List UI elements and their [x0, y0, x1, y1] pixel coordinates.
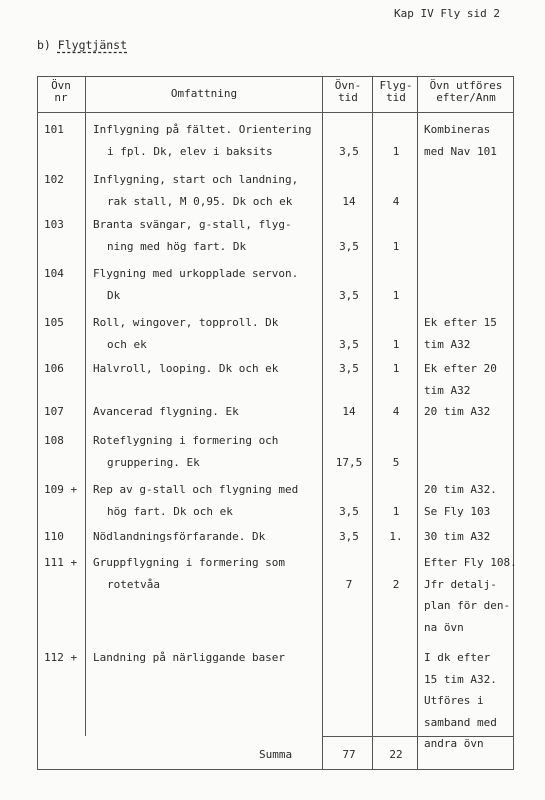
anm-line: plan för den- — [424, 599, 511, 612]
row-omfattning — [93, 263, 323, 306]
omfattning-line: ning med hög fart. Dk — [107, 239, 247, 253]
anm-line: tim A32 — [424, 383, 471, 397]
omfattning-line: gruppering. Ek — [107, 455, 200, 469]
table-border-top — [37, 76, 514, 77]
omfattning-line: Gruppflygning i formering som — [93, 556, 286, 569]
row-omfattning — [93, 358, 323, 380]
row-omfattning — [93, 479, 323, 522]
row-number: 110 — [44, 530, 64, 543]
omfattning-line: Nödlandningsförfarande. Dk — [93, 530, 266, 543]
omfattning-line: Roll, wingover, topproll. Dk — [93, 316, 279, 329]
row-flygtid: 1 — [392, 144, 400, 158]
anm-line: Efter Fly 108. — [424, 556, 517, 569]
anm-line: Ek efter 15 — [424, 316, 497, 329]
anm-line: samband med — [424, 715, 497, 729]
row-anm — [424, 479, 516, 522]
row-number: 103 — [44, 218, 64, 231]
row-omfattning — [93, 430, 323, 473]
row-ovntid: 14 — [342, 405, 356, 418]
omfattning-line: i fpl. Dk, elev i baksits — [107, 144, 273, 158]
row-flygtid: 1 — [392, 504, 400, 518]
row-number: 112 + — [44, 651, 78, 664]
row-flygtid: 1 — [392, 337, 400, 351]
anm-line: 20 tim A32. — [424, 483, 497, 496]
row-anm — [424, 552, 516, 638]
row-number: 107 — [44, 405, 64, 418]
section-prefix: b) — [37, 38, 51, 52]
row-flygtid: 1 — [392, 239, 400, 253]
omfattning-line: Avancerad flygning. Ek — [93, 405, 239, 418]
anm-line: Kombineras — [424, 123, 491, 136]
omfattning-line: Landning på närliggande baser — [93, 651, 286, 664]
omfattning-line: och ek — [107, 337, 147, 351]
row-number: 106 — [44, 362, 64, 375]
omfattning-line: Dk — [107, 288, 121, 302]
anm-line: 30 tim A32 — [424, 530, 491, 543]
header-nr: Övn nr — [51, 79, 71, 104]
row-omfattning — [93, 401, 323, 423]
row-ovntid: 3,5 — [339, 504, 359, 518]
omfattning-line: Branta svängar, g-stall, flyg- — [93, 218, 292, 231]
row-anm — [424, 119, 516, 162]
row-flygtid: 2 — [392, 577, 400, 591]
omfattning-line: Roteflygning i formering och — [93, 434, 279, 447]
row-ovntid: 3,5 — [339, 144, 359, 158]
row-omfattning — [93, 312, 323, 355]
row-number: 101 — [44, 123, 64, 136]
anm-line: med Nav 101 — [424, 144, 497, 158]
omfattning-line: Halvroll, looping. Dk och ek — [93, 362, 279, 375]
anm-line: Utföres i — [424, 694, 484, 707]
row-ovntid: 3,5 — [339, 288, 359, 302]
row-ovntid: 7 — [345, 577, 353, 591]
omfattning-line: hög fart. Dk och ek — [107, 504, 233, 518]
exercise-table — [37, 76, 517, 770]
col-divider-3 — [372, 76, 373, 770]
row-number: 105 — [44, 316, 64, 329]
header-omfattning: Omfattning — [170, 87, 238, 100]
anm-line: Jfr detalj- — [424, 577, 497, 591]
table-border-bottom — [37, 769, 514, 770]
row-omfattning — [93, 647, 323, 669]
anm-line: andra övn — [424, 737, 484, 750]
row-ovntid: 3,5 — [339, 337, 359, 351]
row-number: 109 + — [44, 483, 78, 496]
header-anm: Övn utföres efter/Anm — [429, 79, 503, 104]
row-flygtid: 1 — [392, 362, 400, 375]
row-omfattning — [93, 119, 323, 162]
row-omfattning — [93, 169, 323, 212]
row-flygtid: 1. — [389, 530, 403, 543]
header-ovntid: Övn- tid — [334, 79, 362, 104]
section-title — [37, 38, 127, 52]
table-border-left — [37, 76, 38, 770]
anm-line: Se Fly 103 — [424, 504, 491, 518]
anm-line: tim A32 — [424, 337, 471, 351]
row-flygtid: 5 — [392, 455, 400, 469]
omfattning-line: Flygning med urkopplade servon. — [93, 267, 299, 280]
omfattning-line: Rep av g-stall och flygning med — [93, 483, 299, 496]
row-anm — [424, 312, 516, 355]
section-name: Flygtjänst — [57, 38, 128, 52]
anm-line: 15 tim A32. — [424, 672, 497, 686]
header-divider — [37, 112, 514, 113]
row-anm — [424, 647, 516, 755]
row-omfattning — [93, 214, 323, 257]
row-omfattning — [93, 552, 323, 595]
summa-label: Summa — [259, 748, 293, 761]
row-number: 108 — [44, 434, 64, 447]
anm-line: Ek efter 20 — [424, 362, 497, 375]
anm-line: I dk efter — [424, 651, 491, 664]
row-number: 102 — [44, 173, 64, 186]
omfattning-line: Inflygning på fältet. Orientering — [93, 123, 312, 136]
row-anm — [424, 358, 516, 401]
row-number: 104 — [44, 267, 64, 280]
row-number: 111 + — [44, 556, 78, 569]
row-ovntid: 14 — [342, 194, 356, 208]
col-divider-4 — [417, 76, 418, 770]
row-omfattning — [93, 526, 323, 548]
row-flygtid: 1 — [392, 288, 400, 302]
row-flygtid: 4 — [392, 194, 400, 208]
omfattning-line: Inflygning, start och landning, — [93, 173, 299, 186]
row-anm — [424, 401, 516, 423]
row-ovntid: 3,5 — [339, 239, 359, 253]
header-flygtid: Flyg- tid — [379, 79, 413, 104]
summa-flygtid: 22 — [389, 748, 403, 761]
page-header: Kap IV Fly sid 2 — [394, 7, 500, 20]
row-anm — [424, 526, 516, 548]
row-ovntid: 17,5 — [335, 455, 363, 469]
summa-ovntid: 77 — [342, 748, 356, 761]
omfattning-line: rotetvåa — [107, 577, 160, 591]
anm-line: 20 tim A32 — [424, 405, 491, 418]
anm-line: na övn — [424, 620, 464, 634]
row-ovntid: 3,5 — [339, 362, 359, 375]
omfattning-line: rak stall, M 0,95. Dk och ek — [107, 194, 293, 208]
row-flygtid: 4 — [392, 405, 400, 418]
row-ovntid: 3,5 — [339, 530, 359, 543]
